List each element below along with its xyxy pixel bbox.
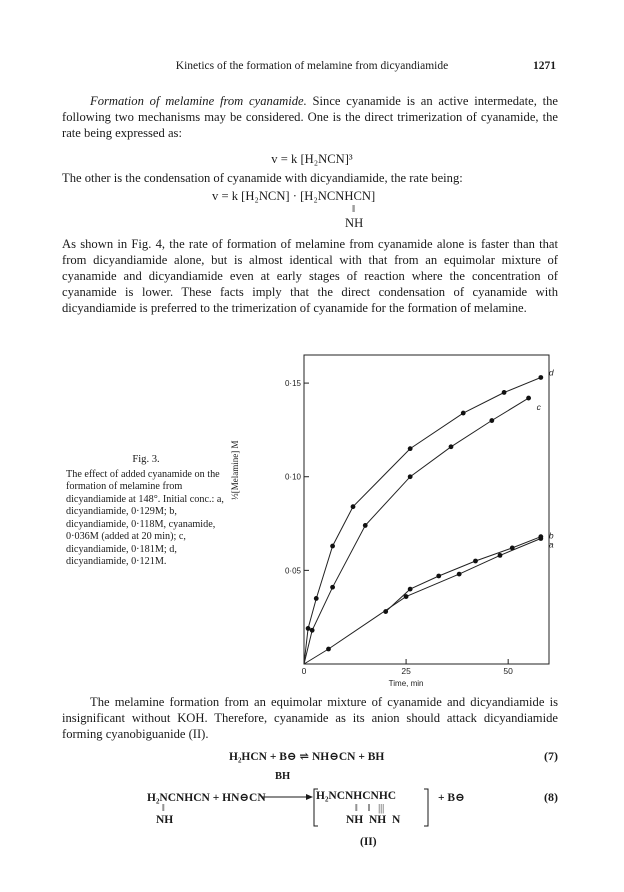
section-lead: Formation of melamine from cyanamide.: [90, 94, 307, 108]
equation-8-reactants: H₂NCNHCN + HN⊖CN: [147, 792, 266, 804]
paragraph-text: As shown in Fig. 4, the rate of formation of melamine from cyanamide alone is faster than that from dicyandiamide alone, but is almost identical with that from an equimolar mixture of cyanamide and dicyandiamide even at early stages of reaction where the concentration of cyanamide is lower. These facts imply that the direct condensation of cyanamide with dicyandiamide is preferred to the trimerization of cyanamide for the formation of melamine.: [62, 237, 558, 315]
figure-caption-text: The effect of added cyanamide on the formation of melamine from dicyandiamide at 148°. Initial conc.: a, dicyandiamide, 0·129M; b, dicyandiamide, 0·118M, cyanamide, 0·036M (added at 20 min); c, dicyandiamide, 0·181M; d, dicyandiamide, 0·121M.: [66, 468, 224, 567]
paragraph-text: The other is the condensation of cyanamide with dicyandiamide, the rate being:: [62, 171, 463, 185]
equation-trimerization: v = k [H₂NCN]³: [271, 152, 353, 166]
x-tick-label: 50: [503, 666, 513, 676]
equation-8-label: (II): [360, 836, 377, 848]
header-title: Kinetics of the formation of melamine from dicyandiamide: [175, 60, 449, 72]
series-label-b: b: [548, 530, 554, 541]
equation-8-right-substituents: NH NH N: [346, 814, 401, 826]
x-axis-label: Time, min: [388, 679, 424, 688]
y-tick-label: 0·10: [284, 472, 301, 482]
equation-8-product: H₂NCNHCNHC: [316, 790, 397, 802]
equation-7-number: (7): [544, 749, 558, 763]
y-tick-label: 0·15: [284, 379, 301, 389]
equation-double-bond: ‖: [352, 203, 356, 215]
equation-8-left-substituent: NH: [156, 814, 174, 826]
x-tick-label: 0: [301, 666, 307, 676]
y-axis-label: ⅓[Melamine] M: [230, 440, 240, 500]
equation-condensation: v = k [H₂NCN] · [H₂NCNHCN]: [212, 189, 376, 203]
equation-8-right-bonds: ‖ ‖ |||: [355, 803, 385, 814]
series-label-a: a: [548, 539, 554, 550]
equation-8-tail: + B⊖: [438, 792, 465, 804]
y-tick-label: 0·05: [284, 566, 301, 576]
x-tick-label: 25: [401, 666, 411, 676]
equation-8-left-bond: ‖: [162, 803, 165, 814]
equation-8-number: (8): [544, 790, 558, 804]
equation-7: H₂HCN + B⊖ ⇌ NH⊖CN + BH: [229, 751, 385, 763]
paragraph-text: Since cyanamide is an active intermedate, the following two mechanisms may be considered. One is the direct trimerization of cyanamide, the rate being expressed as:: [62, 94, 559, 140]
figure-label: Fig. 3.: [132, 454, 160, 465]
right-bracket: [424, 789, 428, 826]
equation-8-catalyst: BH: [275, 771, 291, 782]
left-bracket: [314, 789, 318, 826]
paragraph-text: The melamine formation from an equimolar mixture of cyanamide and dicyandiamide is insignificant without KOH. Therefore, cyanamide as its anion should attack dicyandiamide forming cyanobiguanide (II).: [62, 695, 558, 741]
series-label-c: c: [536, 402, 541, 413]
equation-substituent: NH: [345, 216, 364, 230]
reaction-arrow-head: [306, 794, 313, 800]
series-label-d: d: [548, 367, 554, 378]
page-number: 1271: [533, 60, 556, 72]
